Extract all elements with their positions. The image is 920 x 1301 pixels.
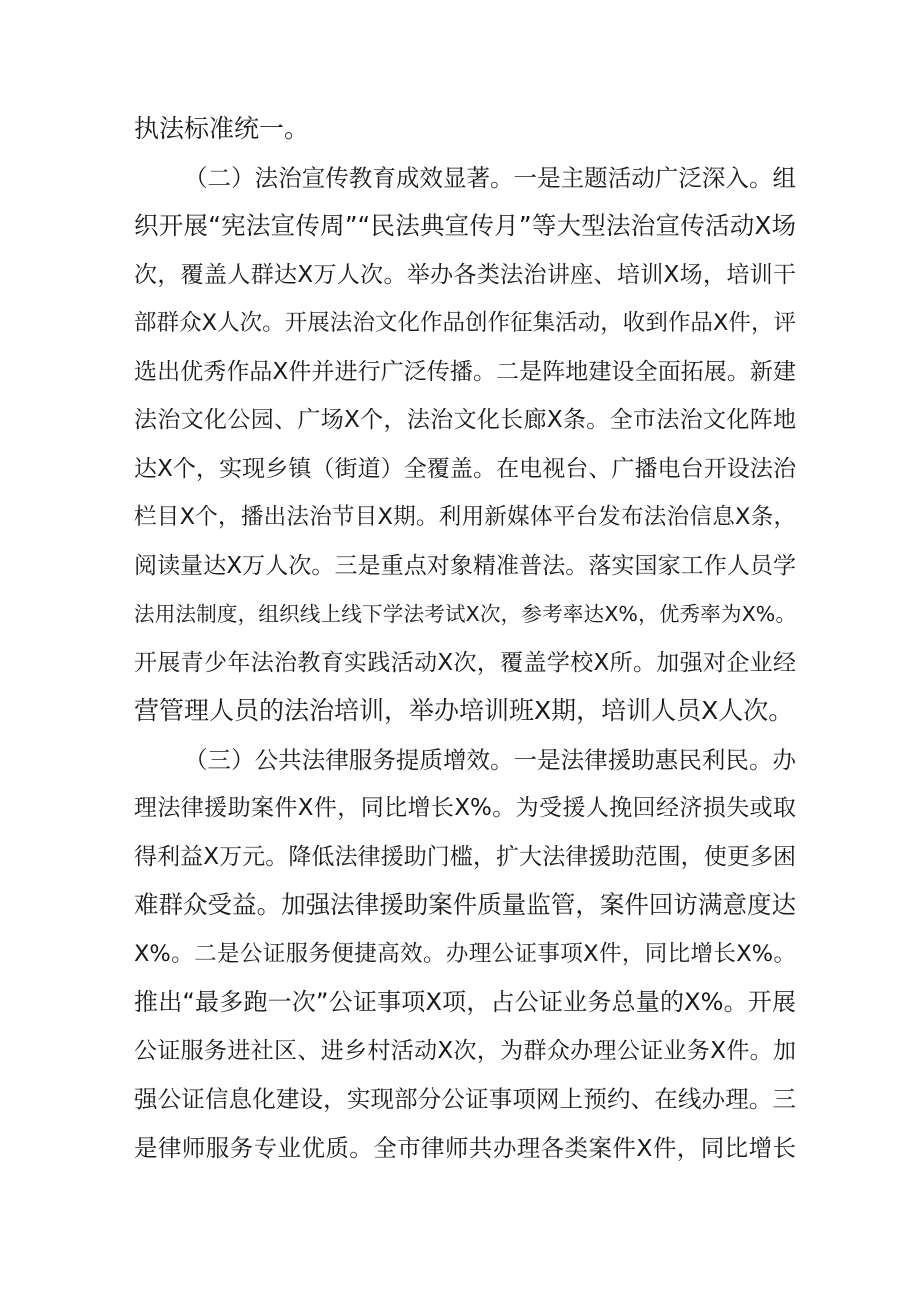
text-line: 强公证信息化建设，实现部分公证事项网上预约、在线办理。三 — [134, 1085, 796, 1113]
text-line: 达X个，实现乡镇（街道）全覆盖。在电视台、广播电台开设法治 — [134, 455, 796, 482]
text-line: 选出优秀作品X件并进行广泛传播。二是阵地建设全面拓展。新建 — [134, 358, 796, 385]
text-line: 公证服务进社区、进乡村活动X次，为群众办理公证业务X件。加 — [134, 1037, 796, 1064]
text-line: 得利益X万元。降低法律援助门槛，扩大法律援助范围，使更多困 — [134, 843, 796, 870]
text-line: 难群众受益。加强法律援助案件质量监管，案件回访满意度达 — [134, 890, 796, 919]
text-line: 织开展“宪法宣传周”“民法典宣传月”等大型法治宣传活动X场 — [134, 211, 796, 240]
text-line: 部群众X人次。开展法治文化作品创作征集活动，收到作品X件，评 — [134, 310, 796, 336]
body-text — [134, 105, 796, 1172]
text-line: 栏目X个，播出法治节目X期。利用新媒体平台发布法治信息X条， — [134, 504, 796, 530]
text-line: （三）公共法律服务提质增效。一是法律援助惠民利民。办 — [184, 745, 796, 774]
text-line: 推出“最多跑一次”公证事项X项，占公证业务总量的X%。开展 — [134, 988, 796, 1016]
text-line: 营管理人员的法治培训，举办培训班X期，培训人员X人次。 — [134, 696, 794, 725]
text-line: X%。二是公证服务便捷高效。办理公证事项X件，同比增长X%。 — [134, 940, 796, 967]
text-line: 法治文化公园、广场X个，法治文化长廊X条。全市法治文化阵地 — [134, 407, 796, 433]
text-line: 是律师服务专业优质。全市律师共办理各类案件X件，同比增长 — [134, 1133, 796, 1162]
text-line: 法用法制度，组织线上线下学法考试X次，参考率达X%，优秀率为X%。 — [134, 602, 796, 626]
text-line: 次，覆盖人群达X万人次。举办各类法治讲座、培训X场，培训干 — [134, 261, 796, 288]
text-line: 开展青少年法治教育实践活动X次，覆盖学校X所。加强对企业经 — [134, 649, 796, 676]
text-line: 执法标准统一。 — [134, 114, 310, 143]
text-line: 阅读量达X万人次。三是重点对象精准普法。落实国家工作人员学 — [134, 552, 796, 579]
text-line: （二）法治宣传教育成效显著。一是主题活动广泛深入。组 — [184, 163, 796, 192]
text-line: 理法律援助案件X件，同比增长X%。为受援人挽回经济损失或取 — [134, 795, 796, 821]
